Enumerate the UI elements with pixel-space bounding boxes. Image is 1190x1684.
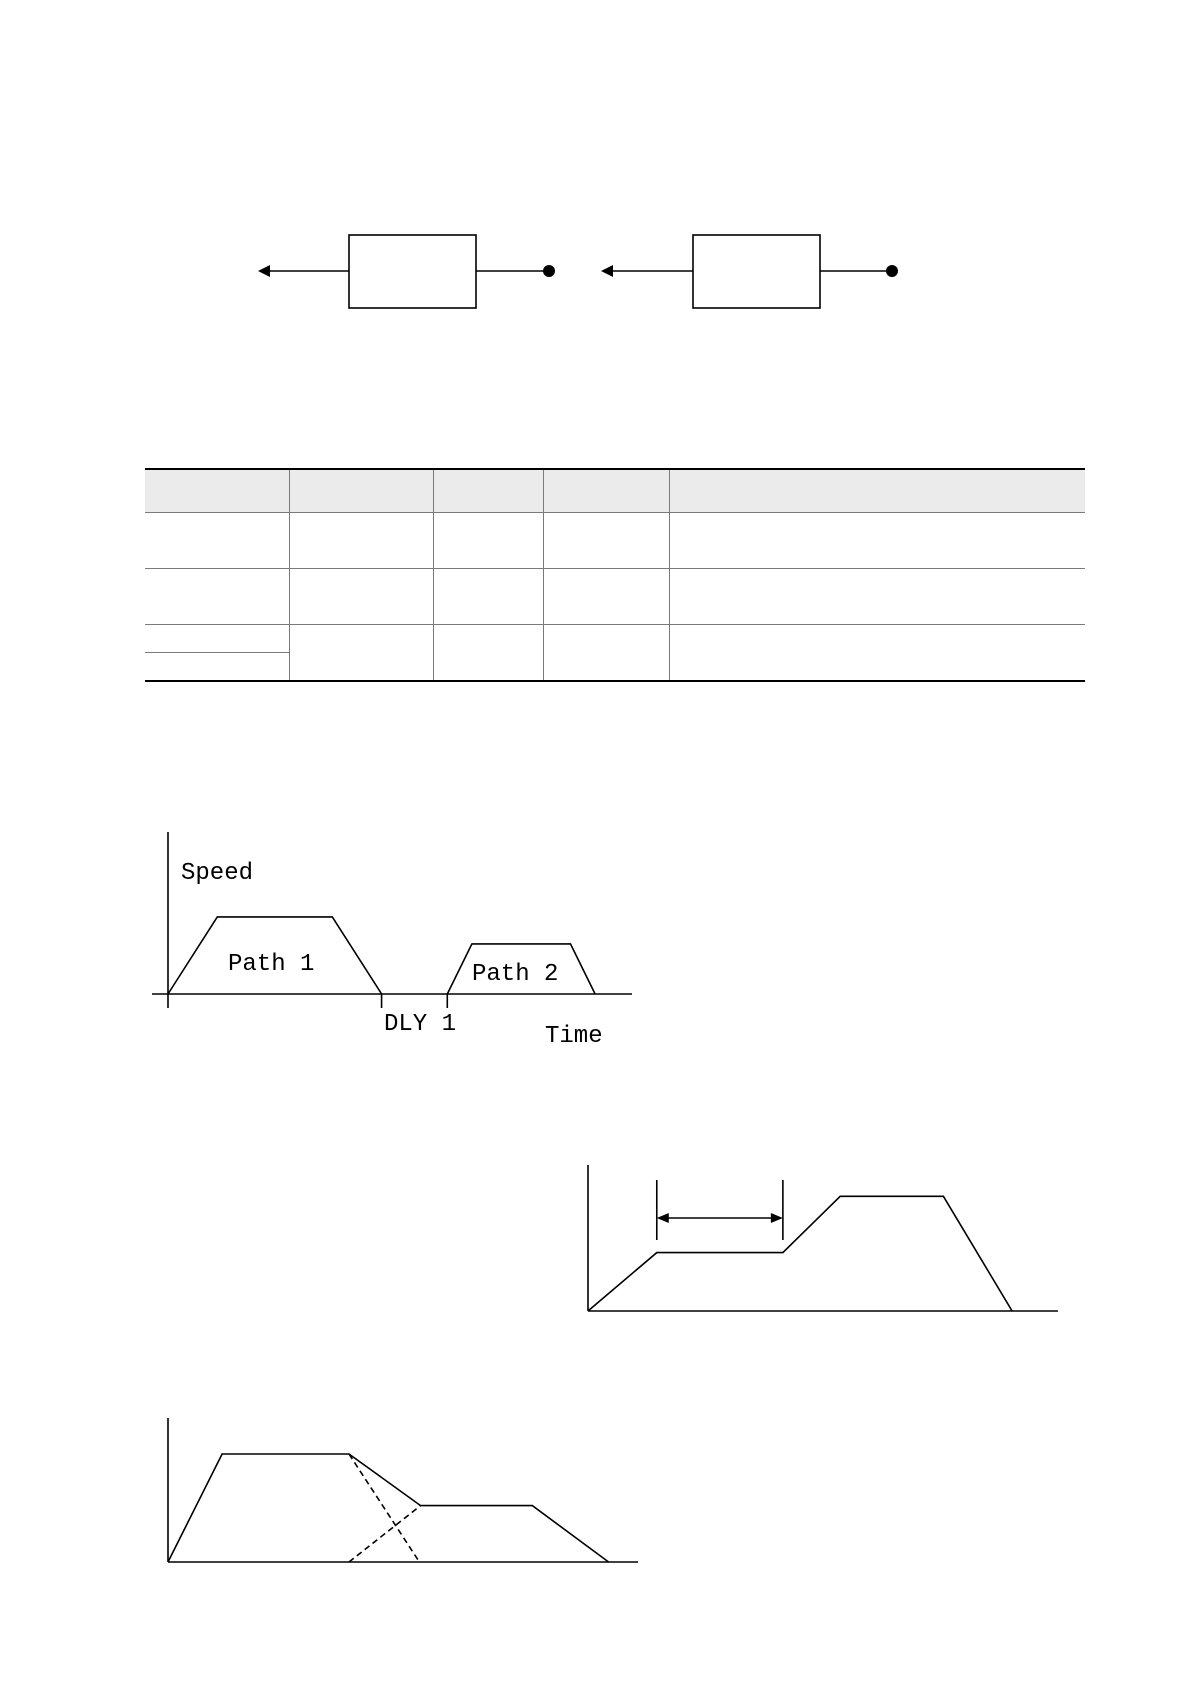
- table-row-split-top: [145, 625, 1085, 653]
- chart3-series-path1: [168, 1454, 421, 1562]
- chart3-series-path2-accel: [349, 1506, 421, 1562]
- block-diagram: [258, 235, 898, 308]
- speed-time-chart: [152, 832, 632, 1050]
- chart2-interval-arrowhead-left: [657, 1213, 669, 1223]
- table-header-cell: [289, 469, 433, 513]
- table-cell: [145, 569, 289, 625]
- table-cell: [543, 569, 669, 625]
- block-2: [693, 235, 820, 308]
- table-cell: [669, 625, 1085, 682]
- chart1-annotation-dly: DLY 1: [384, 1011, 457, 1038]
- connector-dot-2: [886, 265, 898, 277]
- table-header-cell: [669, 469, 1085, 513]
- table-header-cell: [145, 469, 289, 513]
- table-cell: [433, 625, 543, 682]
- arrowhead-left: [258, 265, 270, 277]
- table-header-cell: [433, 469, 543, 513]
- chart1-xlabel: Time: [545, 1023, 603, 1050]
- table-cell: [145, 625, 289, 653]
- table-cell: [145, 513, 289, 569]
- table-cell: [289, 625, 433, 682]
- arrowhead-right: [601, 265, 613, 277]
- parameter-table: [145, 468, 1085, 682]
- chart1-annotation-path2: Path 2: [472, 961, 559, 988]
- table-cell: [433, 513, 543, 569]
- table-cell: [289, 513, 433, 569]
- table-cell: [669, 569, 1085, 625]
- chart3-series-path1-decel: [349, 1454, 419, 1562]
- overlap-profile-chart: [168, 1418, 638, 1562]
- table-cell: [669, 513, 1085, 569]
- table-cell: [433, 569, 543, 625]
- speed-profile-chart: [588, 1165, 1058, 1311]
- table-row: [145, 513, 1085, 569]
- chart2-series-speed: [588, 1196, 1012, 1311]
- table-header-cell: [543, 469, 669, 513]
- block-1: [349, 235, 476, 308]
- chart2-interval-arrowhead-right: [771, 1213, 783, 1223]
- chart3-series-path2: [421, 1506, 609, 1562]
- chart1-ylabel: Speed: [181, 860, 254, 887]
- table-cell: [145, 653, 289, 682]
- table-cell: [543, 513, 669, 569]
- table-header-row: [145, 469, 1085, 513]
- connector-dot-1: [543, 265, 555, 277]
- table-cell: [543, 625, 669, 682]
- chart1-annotation-path1: Path 1: [228, 951, 315, 978]
- table-cell: [289, 569, 433, 625]
- table-row: [145, 569, 1085, 625]
